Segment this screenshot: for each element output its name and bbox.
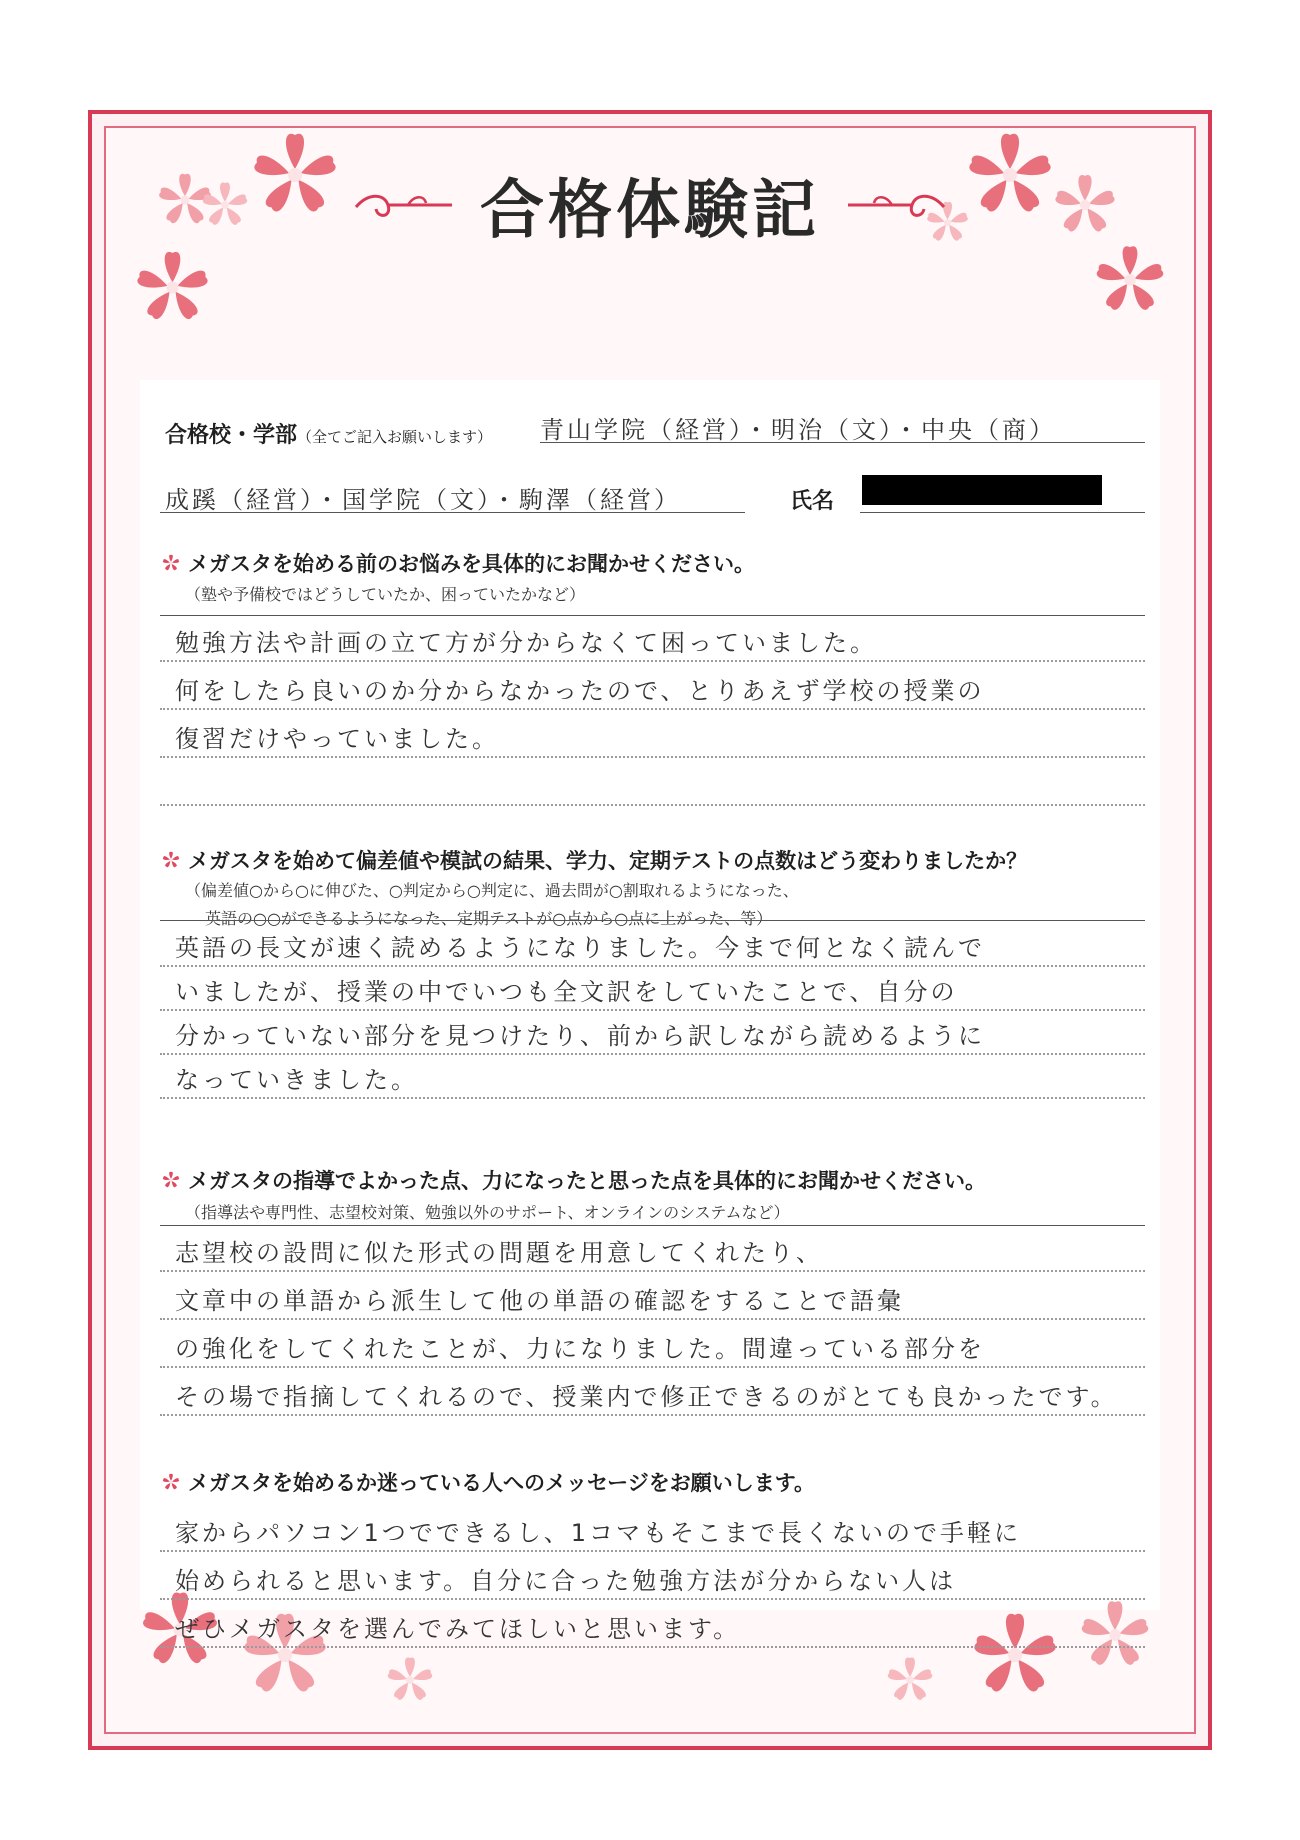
question-heading-text: メガスタを始めるか迷っている人へのメッセージをお願いします。 [188,1471,816,1495]
sakura-icon [880,1650,940,1710]
question-heading [160,1467,815,1497]
answer-line: の強化をしてくれたことが、力になりました。間違っている部分を [175,1335,985,1363]
question-heading-text: メガスタの指導でよかった点、力になったと思った点を具体的にお聞かせください。 [188,1169,986,1193]
answer-dotted-rule [160,1009,1145,1011]
answer-line: 始められると思います。自分に合った勉強方法が分からない人は [175,1567,957,1595]
answer-dotted-rule [160,1053,1145,1055]
answer-line: なっていきました。 [175,1066,418,1094]
answer-dotted-rule [160,1550,1145,1552]
answer-dotted-rule [160,1366,1145,1368]
answer-top-rule [160,615,1145,616]
rule [860,512,1145,513]
answer-line: 復習だけやっていました。 [175,725,499,753]
answer-line: 志望校の設問に似た形式の問題を用意してくれたり、 [175,1239,823,1267]
name-redaction [862,475,1102,505]
question-heading [160,548,755,578]
answer-dotted-rule [160,1270,1145,1272]
question-heading-text: メガスタを始める前のお悩みを具体的にお聞かせください。 [188,552,755,576]
answer-line: ぜひメガスタを選んでみてほしいと思います。 [175,1615,741,1643]
answer-dotted-rule [160,965,1145,967]
answer-dotted-rule [160,660,1145,662]
answer-dotted-rule [160,1414,1145,1416]
answer-dotted-rule [160,1097,1145,1099]
scroll-ornament-right-icon [842,185,952,225]
question-heading-text: メガスタを始めて偏差値や模試の結果、学力、定期テストの点数はどう変わりましたか？ [188,849,1028,873]
answer-line: 英語の長文が速く読めるようになりました。今まで何となく読んで [175,934,985,962]
answer-dotted-rule [160,804,1145,806]
answer-line: 勉強方法や計画の立て方が分からなくて困っていました。 [175,629,877,657]
answer-dotted-rule [160,1598,1145,1600]
question-note: （偏差値○から○に伸びた、○判定から○判定に、過去問が○割取れるようになった、 [185,881,799,900]
answer-line: 家からパソコン1つでできるし、1コマもそこまで長くないので手軽に [175,1519,1022,1547]
sakura-icon [380,1650,440,1710]
sakura-bullet-icon [160,849,182,871]
sakura-icon [1070,1590,1160,1680]
answer-dotted-rule [160,756,1145,758]
school-answer-line-2: 成蹊（経営）・国学院（文）・駒澤（経営） [165,486,681,514]
scroll-ornament-left-icon [348,185,458,225]
sakura-bullet-icon [160,1471,182,1493]
answer-line: 文章中の単語から派生して他の単語の確認をすることで語彙 [175,1287,904,1315]
school-label: 合格校・学部（全てご記入お願いします） [165,423,493,448]
name-label: 氏名 [790,489,835,514]
answer-dotted-rule [160,1318,1145,1320]
answer-line: その場で指摘してくれるので、授業内で修正できるのがとても良かったです。 [175,1383,1118,1411]
page-title: 合格体験記 [480,173,820,248]
answer-line: いましたが、授業の中でいつも全文訳をしていたことで、自分の [175,978,958,1006]
question-heading [160,845,1027,875]
answer-dotted-rule [160,708,1145,710]
rule [540,442,1145,443]
question-note: 英語の○○ができるようになった、定期テストが○点から○点に上がった、等） [205,909,773,928]
answer-dotted-rule [160,1646,1145,1648]
answer-line: 何をしたら良いのか分からなかったので、とりあえず学校の授業の [175,677,985,705]
question-note: （指導法や専門性、志望校対策、勉強以外のサポート、オンラインのシステムなど） [185,1203,790,1222]
question-note: （塾や予備校ではどうしていたか、困っていたかなど） [185,585,586,604]
sakura-bullet-icon [160,1169,182,1191]
answer-top-rule [160,920,1145,921]
answer-top-rule [160,1225,1145,1226]
sakura-icon [960,1600,1070,1710]
school-note: （全てご記入お願いします） [297,428,493,446]
sakura-bullet-icon [160,552,182,574]
rule [160,512,745,513]
school-answer-line-1: 青山学院（経営）・明治（文）・中央（商） [540,416,1056,444]
question-heading [160,1165,986,1195]
answer-line: 分かっていない部分を見つけたり、前から訳しながら読めるように [175,1022,985,1050]
title-area [0,150,1300,260]
